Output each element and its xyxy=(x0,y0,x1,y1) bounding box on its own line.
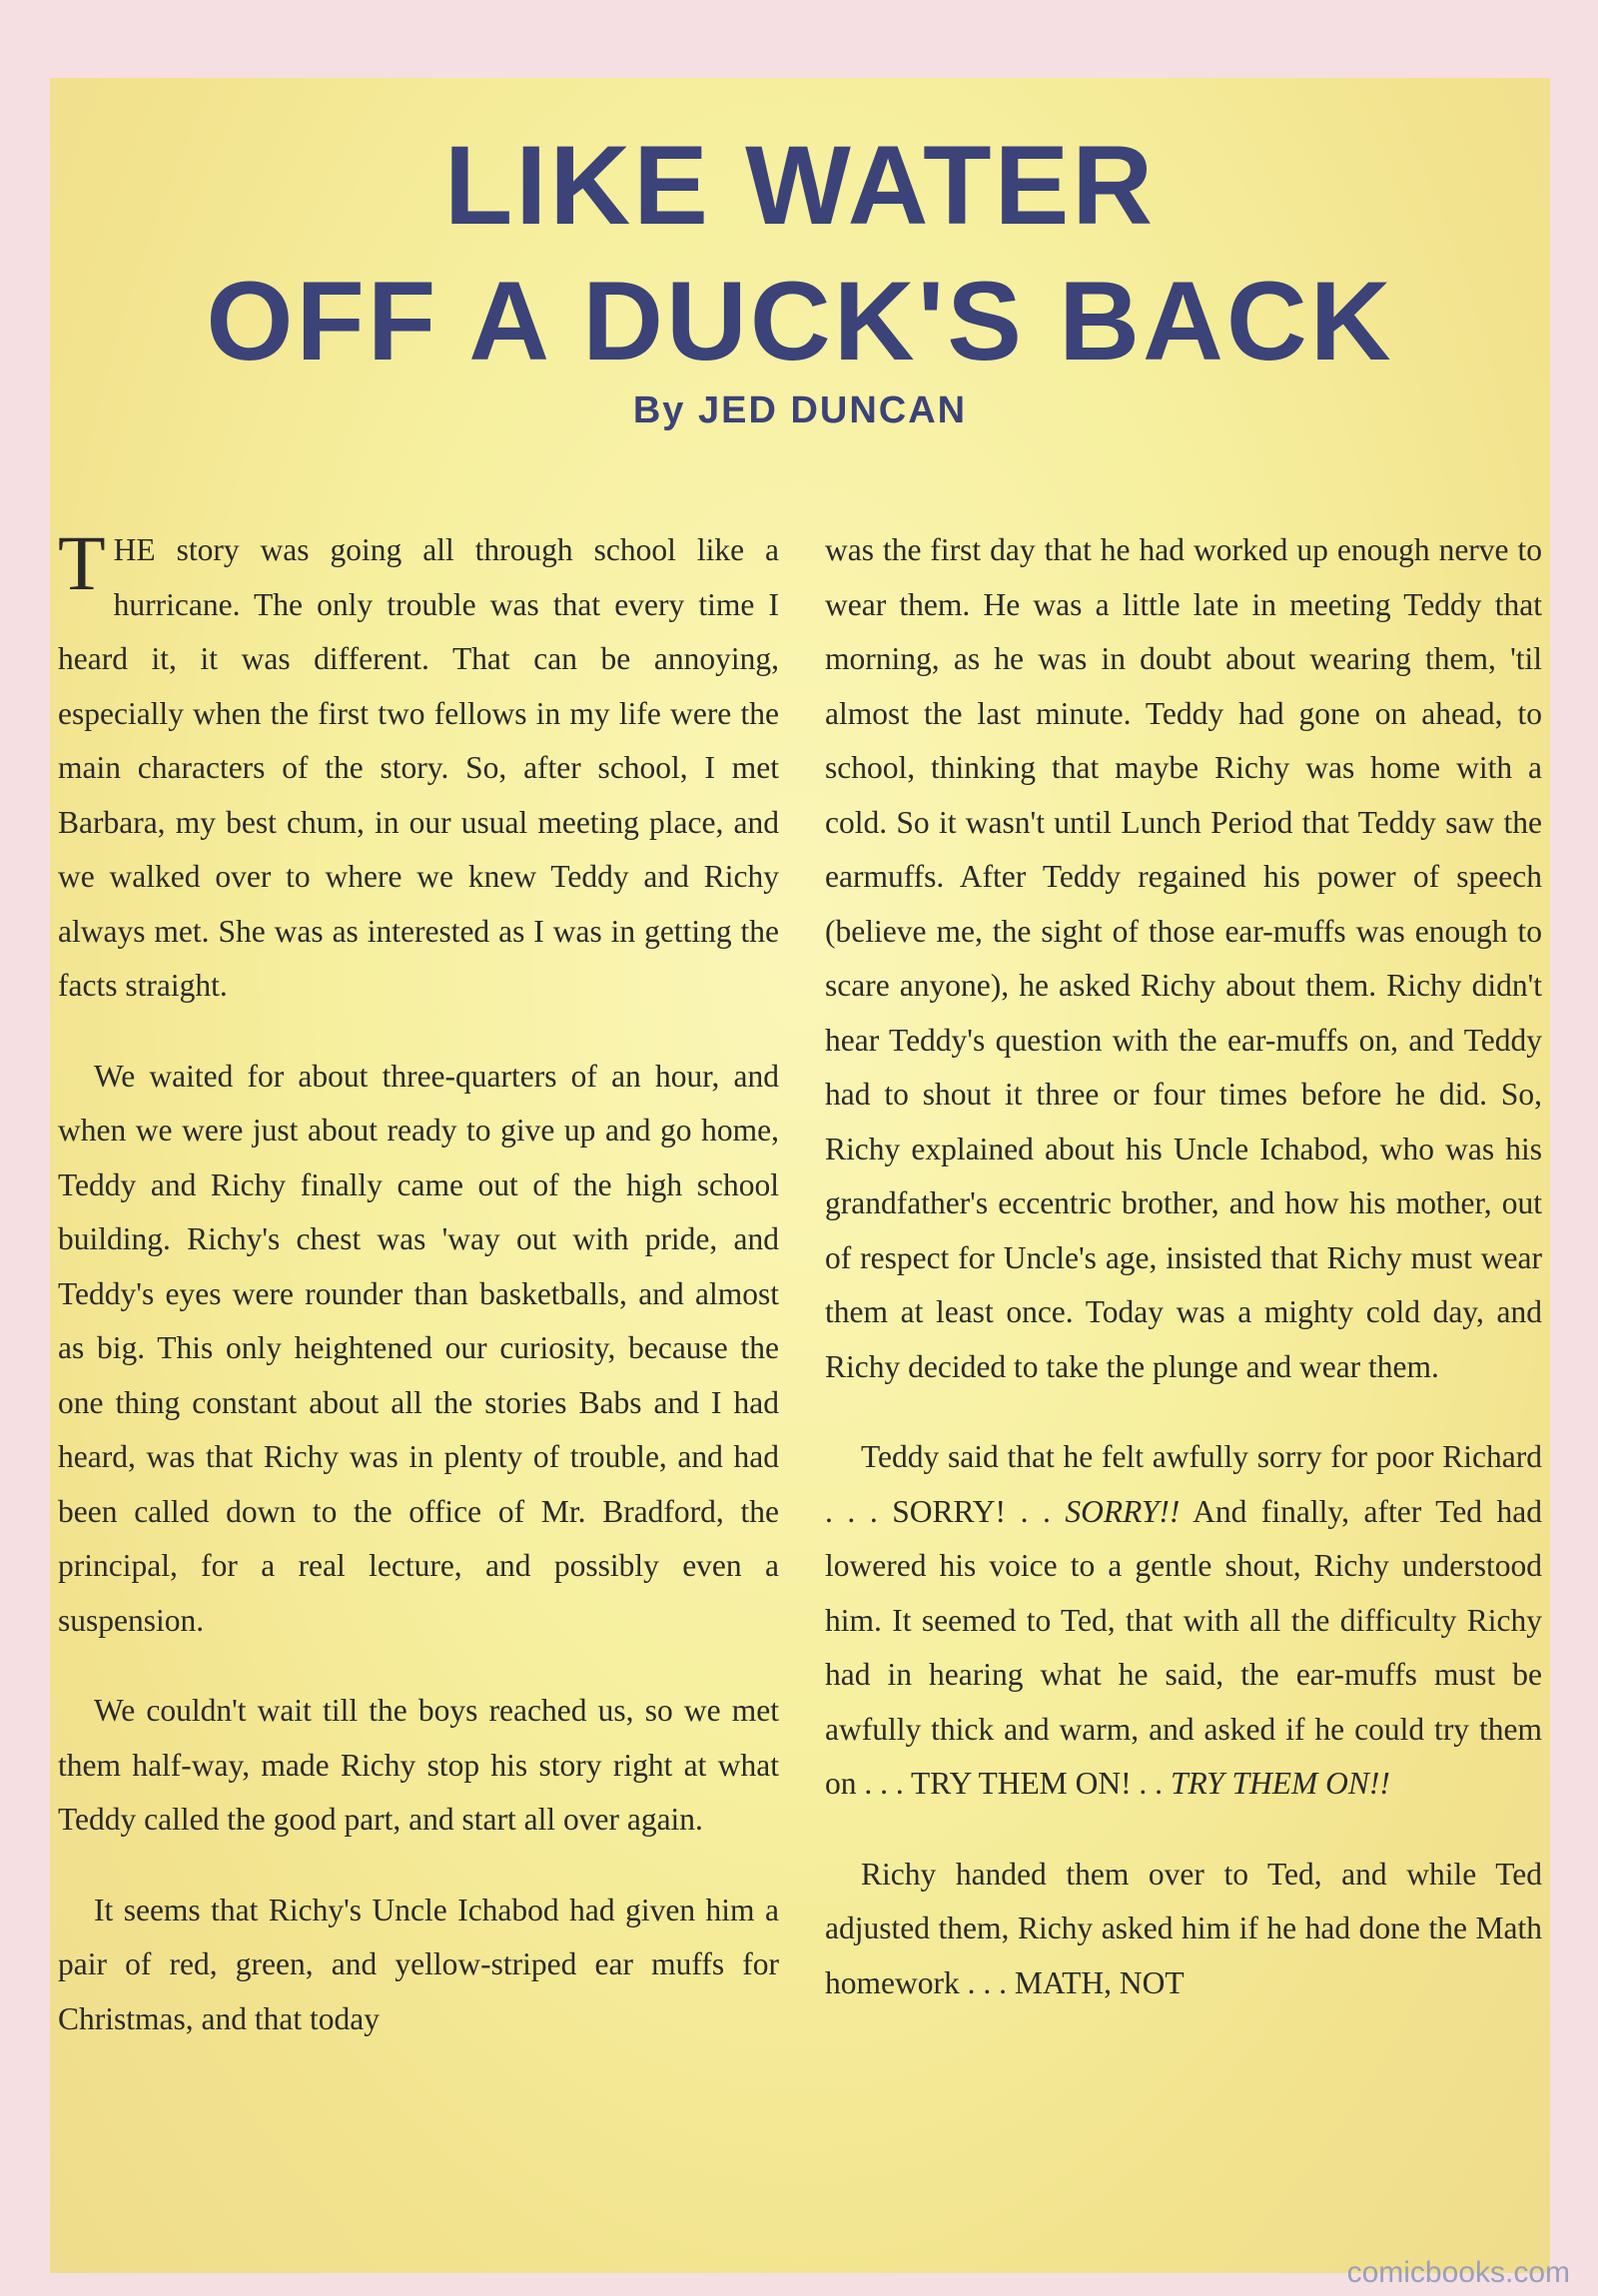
emphasis-text: SORRY!! xyxy=(1065,1493,1181,1529)
story-title xyxy=(50,118,1550,389)
paragraph xyxy=(825,1430,1542,1812)
paragraph: We waited for about three-quarters of an hour, and when we were just about ready to give up and go home, Teddy and Richy finally came out of the high school building. Richy's chest was 'way out with pride, and Teddy's eyes were rounder than basketballs, and almost as big. This only heightened our curiosity, because the one thing constant about all the stories Babs and I had heard, was that Richy was in plenty of trouble, and had been called down to the office of Mr. Bradford, the principal, for a real lecture, and possibly even a suspension. xyxy=(58,1058,779,1638)
paragraph: We couldn't wait till the boys reached us, so we met them half-way, made Richy stop his story right at what Teddy called the good part, and start all over again. xyxy=(58,1693,779,1837)
title-line-2: OFF A DUCK'S BACK xyxy=(206,259,1394,383)
watermark: comicbooks.com xyxy=(1346,2256,1570,2289)
paragraph-text: And finally, after Ted had lowered his voice to a gentle shout, Richy understood him. It seemed to Ted, that with all the difficulty Richy had in hearing what he said, the ear-muffs must be awfully thick and warm, and asked if he could try them on . . . TRY THEM ON! . . xyxy=(825,1493,1542,1801)
paragraph: was the first day that he had worked up enough nerve to wear them. He was a little late in meeting Teddy that morning, as he was in doubt about wearing them, 'til almost the last minute. Teddy had gone on ahead, to school, thinking that maybe Richy was home with a cold. So it wasn't until Lunch Period that Teddy saw the earmuffs. After Teddy regained his power of speech (believe me, the sight of those ear-muffs was enough to scare anyone), he asked Richy about them. Richy didn't hear Teddy's question with the ear-muffs on, and Teddy had to shout it three or four times before he did. So, Richy explained about his Uncle Ichabod, who was his grandfather's eccentric brother, and how his mother, out of respect for Uncle's age, insisted that Richy must wear them at least once. Today was a mighty cold day, and Richy decided to take the plunge and wear them. xyxy=(825,532,1542,1384)
left-column xyxy=(58,519,779,2082)
paragraph-text: HE story was going all through school like a hurricane. The only trouble was that every time I heard it, it was different. That can be annoying, especially when the first two fellows in my life were the main characters of the story. So, after school, I met Barbara, my best chum, in our usual meeting place, and we walked over to where we knew Teddy and Richy always met. She was as interested as I was in getting the facts straight. xyxy=(58,532,779,1003)
right-column xyxy=(825,523,1542,2046)
emphasis-text: TRY THEM ON!! xyxy=(1170,1766,1390,1801)
paragraph-text: Teddy said that he felt awfully sorry for poor Richard . . . SORRY! . . xyxy=(825,1439,1542,1529)
title-line-1: LIKE WATER xyxy=(443,123,1157,248)
paragraph: Richy handed them over to Ted, and while Ted adjusted them, Richy asked him if he had done the Math homework . . . MATH, NOT xyxy=(825,1856,1542,2000)
paragraph: It seems that Richy's Uncle Ichabod had given him a pair of red, green, and yellow-striped ear muffs for Christmas, and that today xyxy=(58,1892,779,2036)
paragraph xyxy=(58,519,779,1014)
drop-cap: T xyxy=(58,519,106,606)
story-page xyxy=(50,78,1550,2273)
byline: By JED DUNCAN xyxy=(632,389,968,431)
